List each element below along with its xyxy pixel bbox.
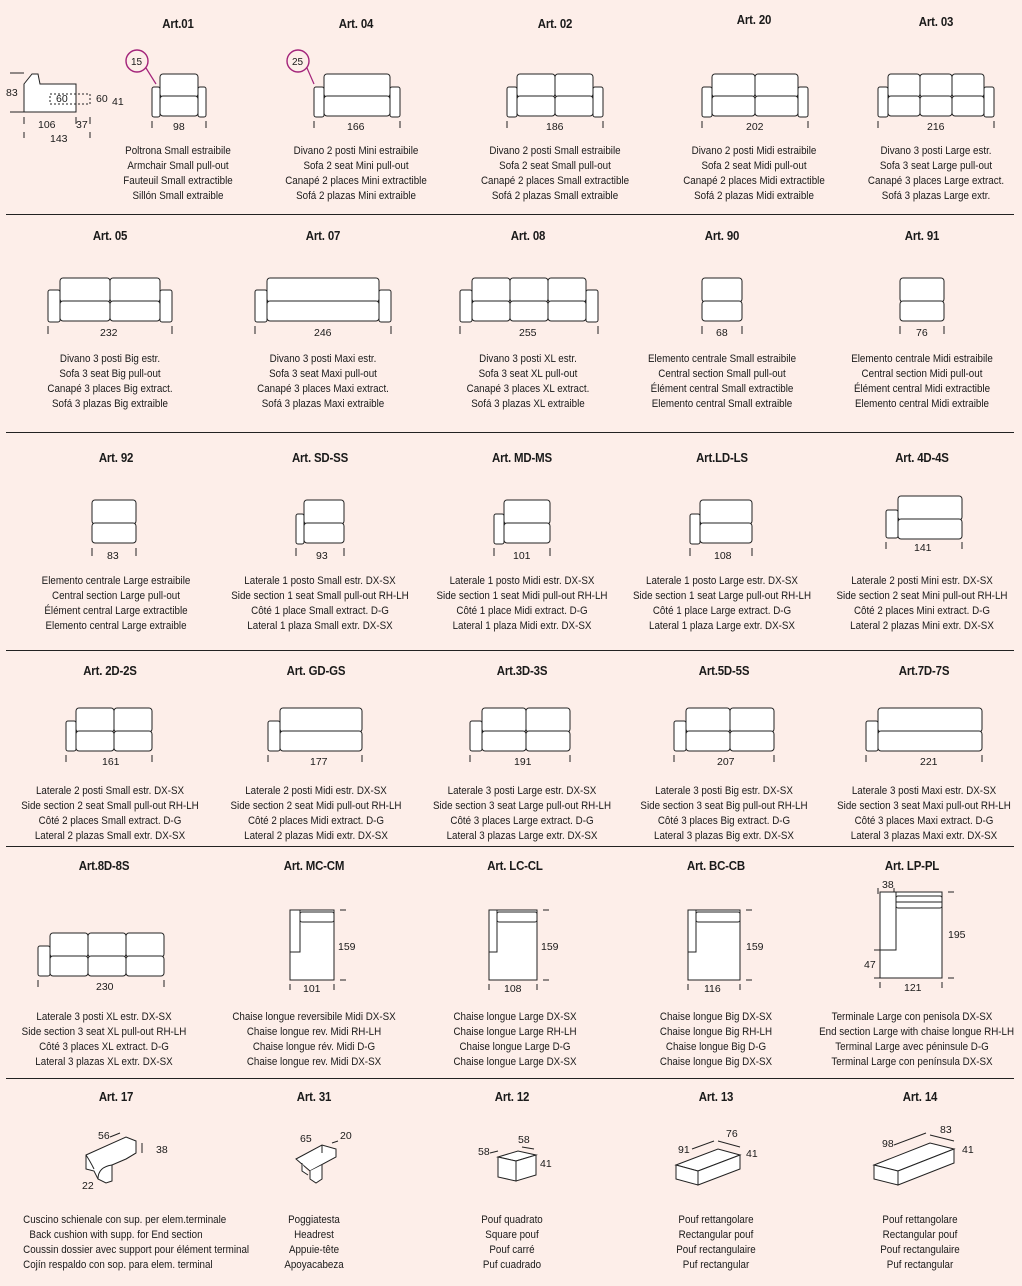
description: Terminale Large con penisola DX-SX End section Large with chaise longue RH-LH Terminal Large avec péninsule D-G Terminal Large con península DX-SX (819, 1011, 1015, 1068)
description: Elemento centrale Midi estraibile Central section Midi pull-out Élément central Midi extractible Elemento central Midi extraible (851, 353, 993, 410)
width-label: 116 (704, 983, 721, 995)
sofa-drawing (76, 44, 280, 134)
width-label: 83 (107, 550, 119, 562)
dim1-label: 91 (678, 1144, 690, 1156)
sofa-drawing (221, 256, 425, 346)
sofa-drawing (8, 256, 212, 346)
row-divider (6, 214, 1014, 215)
arm-label: 38 (882, 879, 894, 891)
description: Laterale 3 posti Large estr. DX-SX Side section 3 seat Large pull-out RH-LH Côté 3 places Large extract. D-G Lateral 3 plazas Large extr. DX-SX (432, 785, 612, 842)
chaise-drawing (212, 898, 416, 998)
description: Poggiatesta Headrest Appuie-tête Apoyacabeza (284, 1214, 344, 1271)
article-code: Art. 02 (537, 16, 573, 31)
article-code: Art. 20 (736, 12, 772, 27)
width-label: 202 (746, 121, 764, 133)
terminal-drawing (810, 874, 1014, 1004)
square-pouf-drawing (410, 1125, 614, 1195)
description: Laterale 3 posti XL estr. DX-SX Side section 3 seat XL pull-out RH-LH Côté 3 places XL extract. D-G Lateral 3 plazas XL extr. DX-SX (21, 1011, 187, 1068)
article-code: Art. MC-CM (283, 858, 345, 873)
description: Laterale 1 posto Large estr. DX-SX Side section 1 seat Large pull-out RH-LH Côté 1 place Large extract. D-G Lateral 1 plaza Large extr. DX-SX (632, 575, 812, 632)
rect-pouf-drawing (614, 1123, 818, 1195)
rect-pouf-drawing (818, 1121, 1022, 1193)
description: Chaise longue Big DX-SX Chaise longue Big RH-LH Chaise longue Big D-G Chaise longue Big DX-SX (659, 1011, 773, 1068)
row-divider (6, 650, 1014, 651)
description: Divano 2 posti Mini estraibile Sofa 2 seat Mini pull-out Canapé 2 places Mini extractible Sofá 2 plazas Mini extraible (285, 145, 427, 202)
article-code: Art. 13 (698, 1089, 734, 1104)
dim3-label: 41 (962, 1144, 974, 1156)
sofa-drawing (254, 44, 458, 134)
width-label: 141 (914, 542, 932, 554)
width-label: 121 (904, 982, 922, 994)
row-divider (6, 1078, 1014, 1079)
description: Divano 2 posti Midi estraibile Sofa 2 seat Midi pull-out Canapé 2 places Midi extractible Sofá 2 plazas Midi extraible (683, 145, 825, 202)
article-code: Art. 31 (296, 1089, 332, 1104)
dim2-label: 38 (156, 1144, 168, 1156)
article-code: Art.01 (162, 16, 194, 31)
width-label: 191 (514, 756, 532, 768)
depth-label: 159 (541, 941, 559, 953)
side-extra-label: 37 (76, 119, 88, 131)
sofa-drawing (426, 256, 630, 346)
article-code: Art.8D-8S (78, 858, 130, 873)
headrest-drawing (212, 1123, 416, 1193)
description: Pouf quadrato Square pouf Pouf carré Puf cuadrado (481, 1214, 543, 1271)
sofa-drawing (622, 703, 826, 783)
width-label: 255 (519, 327, 537, 339)
article-code: Art. 08 (510, 228, 546, 243)
description: Divano 3 posti XL estr. Sofa 3 seat XL pull-out Canapé 3 places XL extract. Sofá 3 plazas XL extraible (466, 353, 590, 410)
dim2-label: 58 (518, 1134, 530, 1146)
sofa-drawing (820, 256, 1022, 346)
dim2-label: 76 (726, 1128, 738, 1140)
width-label: 68 (716, 327, 728, 339)
description: Laterale 1 posto Small estr. DX-SX Side section 1 seat Small pull-out RH-LH Côté 1 place Small extract. D-G Lateral 1 plaza Small extr. DX-SX (231, 575, 409, 632)
description: Divano 3 posti Maxi estr. Sofa 3 seat Maxi pull-out Canapé 3 places Maxi extract. Sofá 3 plazas Maxi extraible (257, 353, 389, 410)
sofa-drawing (8, 703, 212, 783)
dim1-label: 98 (882, 1138, 894, 1150)
width-label: 207 (717, 756, 735, 768)
sofa-drawing (214, 703, 418, 783)
article-code: Art. 03 (918, 14, 954, 29)
width-label: 232 (100, 327, 118, 339)
description: Laterale 1 posto Midi estr. DX-SX Side section 1 seat Midi pull-out RH-LH Côté 1 place Midi extract. D-G Lateral 1 plaza Midi extr. DX-SX (436, 575, 608, 632)
description: Laterale 2 posti Midi estr. DX-SX Side section 2 seat Midi pull-out RH-LH Côté 2 places Midi extract. D-G Lateral 2 plazas Midi extr. DX-SX (230, 785, 402, 842)
description: Chaise longue reversibile Midi DX-SX Chaise longue rev. Midi RH-LH Chaise longue rév. Midi D-G Chaise longue rev. Midi DX-SX (232, 1011, 396, 1068)
article-code: Art.7D-7S (898, 663, 950, 678)
width-label: 93 (316, 550, 328, 562)
article-code: Art. 05 (92, 228, 128, 243)
width-label: 108 (504, 983, 522, 995)
description: Pouf rettangolare Rectangular pouf Pouf rectangulaire Puf rectangular (880, 1214, 960, 1271)
width-label: 230 (96, 981, 114, 993)
description: Laterale 3 posti Maxi estr. DX-SX Side section 3 seat Maxi pull-out RH-LH Côté 3 places Maxi extract. D-G Lateral 3 plazas Maxi extr. DX-SX (837, 785, 1011, 842)
description: Divano 2 posti Small estraibile Sofa 2 seat Small pull-out Canapé 2 places Small extractible Sofá 2 plazas Small extraible (480, 145, 630, 202)
description: Divano 3 posti Large estr. Sofa 3 seat Large pull-out Canapé 3 places Large extract. Sofá 3 plazas Large extr. (867, 145, 1005, 202)
article-code: Art.3D-3S (496, 663, 548, 678)
width-label: 177 (310, 756, 328, 768)
article-code: Art. 92 (98, 450, 134, 465)
side-depth-label: 106 (38, 119, 56, 131)
description: Elemento centrale Small estraibile Central section Small pull-out Élément central Small extractible Elemento central Small extraible (647, 353, 797, 410)
sofa-drawing (620, 256, 824, 346)
article-code: Art.LD-LS (696, 450, 748, 465)
side-height-label: 83 (6, 87, 18, 99)
article-code: Art. 04 (338, 16, 374, 31)
article-code: Art. GD-GS (286, 663, 346, 678)
sofa-drawing (620, 490, 824, 570)
side-seat-depth-label: 60 (56, 93, 68, 105)
description: Poltrona Small estraibile Armchair Small pull-out Fauteuil Small extractible Sillón Small extraible (123, 145, 233, 202)
dim3-label: 22 (82, 1180, 94, 1192)
sofa-drawing (820, 486, 1022, 566)
dim3-label: 41 (540, 1158, 552, 1170)
description: Laterale 2 posti Mini estr. DX-SX Side section 2 seat Mini pull-out RH-LH Côté 2 places Mini extract. D-G Lateral 2 plazas Mini extr. DX-SX (836, 575, 1008, 632)
badge-25: 25 (292, 57, 304, 68)
sofa-drawing (218, 490, 422, 570)
article-code: Art. 2D-2S (83, 663, 137, 678)
width-label: 76 (916, 327, 928, 339)
dim1-label: 65 (300, 1133, 312, 1145)
side-total-label: 143 (50, 133, 68, 145)
depth-label: 159 (338, 941, 356, 953)
sofa-drawing (652, 44, 856, 134)
sofa-drawing (420, 490, 624, 570)
depth-label: 159 (746, 941, 764, 953)
article-code: Art. 17 (98, 1089, 134, 1104)
width-label: 101 (303, 983, 321, 995)
article-code: Art. MD-MS (492, 450, 552, 465)
row-divider (6, 432, 1014, 433)
sofa-drawing (14, 490, 218, 570)
width-label: 101 (513, 550, 531, 562)
article-code: Art. 14 (902, 1089, 938, 1104)
chaise-drawing (413, 898, 617, 998)
description: Cuscino schienale con sup. per elem.terminale Back cushion with supp. for End section Coussin dossier avec support pour élément terminal Cojín respaldo con sop. para elem. terminal (23, 1214, 250, 1271)
dim2-label: 83 (940, 1124, 952, 1136)
sofa-drawing (822, 703, 1022, 783)
article-code: Art. 12 (494, 1089, 530, 1104)
description: Pouf rettangolare Rectangular pouf Pouf rectangulaire Puf rectangular (676, 1214, 756, 1271)
depth-label: 195 (948, 929, 966, 941)
side-label: 47 (864, 959, 876, 971)
side-seat-h-label: 60 (96, 93, 108, 105)
width-label: 246 (314, 327, 332, 339)
article-code: Art. 91 (904, 228, 940, 243)
description: Laterale 2 posti Small estr. DX-SX Side section 2 seat Small pull-out RH-LH Côté 2 places Small extract. D-G Lateral 2 plazas Small extr. DX-SX (21, 785, 199, 842)
dim2-label: 20 (340, 1130, 352, 1142)
article-code: Art. 4D-4S (895, 450, 949, 465)
row-divider (6, 846, 1014, 847)
width-label: 166 (347, 121, 365, 133)
description: Laterale 3 posti Big estr. DX-SX Side section 3 seat Big pull-out RH-LH Côté 3 places Big extract. D-G Lateral 3 plazas Big extr. DX-SX (640, 785, 808, 842)
width-label: 216 (927, 121, 945, 133)
sofa-drawing (420, 703, 624, 783)
description: Elemento centrale Large estraibile Central section Large pull-out Élément central Large extractible Elemento central Large extraible (41, 575, 191, 632)
back-cushion-drawing (14, 1123, 218, 1193)
sofa-drawing (453, 44, 657, 134)
width-label: 161 (102, 756, 120, 768)
article-code: Art. 90 (704, 228, 740, 243)
dim3-label: 41 (746, 1148, 758, 1160)
sofa-drawing (2, 928, 206, 998)
dim1-label: 56 (98, 1130, 110, 1142)
article-code: Art. 07 (305, 228, 341, 243)
article-code: Art.5D-5S (698, 663, 750, 678)
sofa-drawing (834, 44, 1022, 134)
side-arm-h-label: 41 (112, 96, 124, 108)
article-code: Art. SD-SS (291, 450, 349, 465)
article-code: Art. LP-PL (884, 858, 940, 873)
width-label: 221 (920, 756, 938, 768)
dim1-label: 58 (478, 1146, 490, 1158)
width-label: 186 (546, 121, 564, 133)
width-label: 98 (173, 121, 185, 133)
chaise-drawing (614, 898, 818, 998)
article-code: Art. BC-CB (687, 858, 745, 873)
badge-15: 15 (131, 57, 143, 68)
description: Chaise longue Large DX-SX Chaise longue Large RH-LH Chaise longue Large D-G Chaise longue Large DX-SX (453, 1011, 577, 1068)
width-label: 108 (714, 550, 732, 562)
article-code: Art. LC-CL (487, 858, 543, 873)
description: Divano 3 posti Big estr. Sofa 3 seat Big pull-out Canapé 3 places Big extract. Sofá 3 plazas Big extraible (47, 353, 173, 410)
